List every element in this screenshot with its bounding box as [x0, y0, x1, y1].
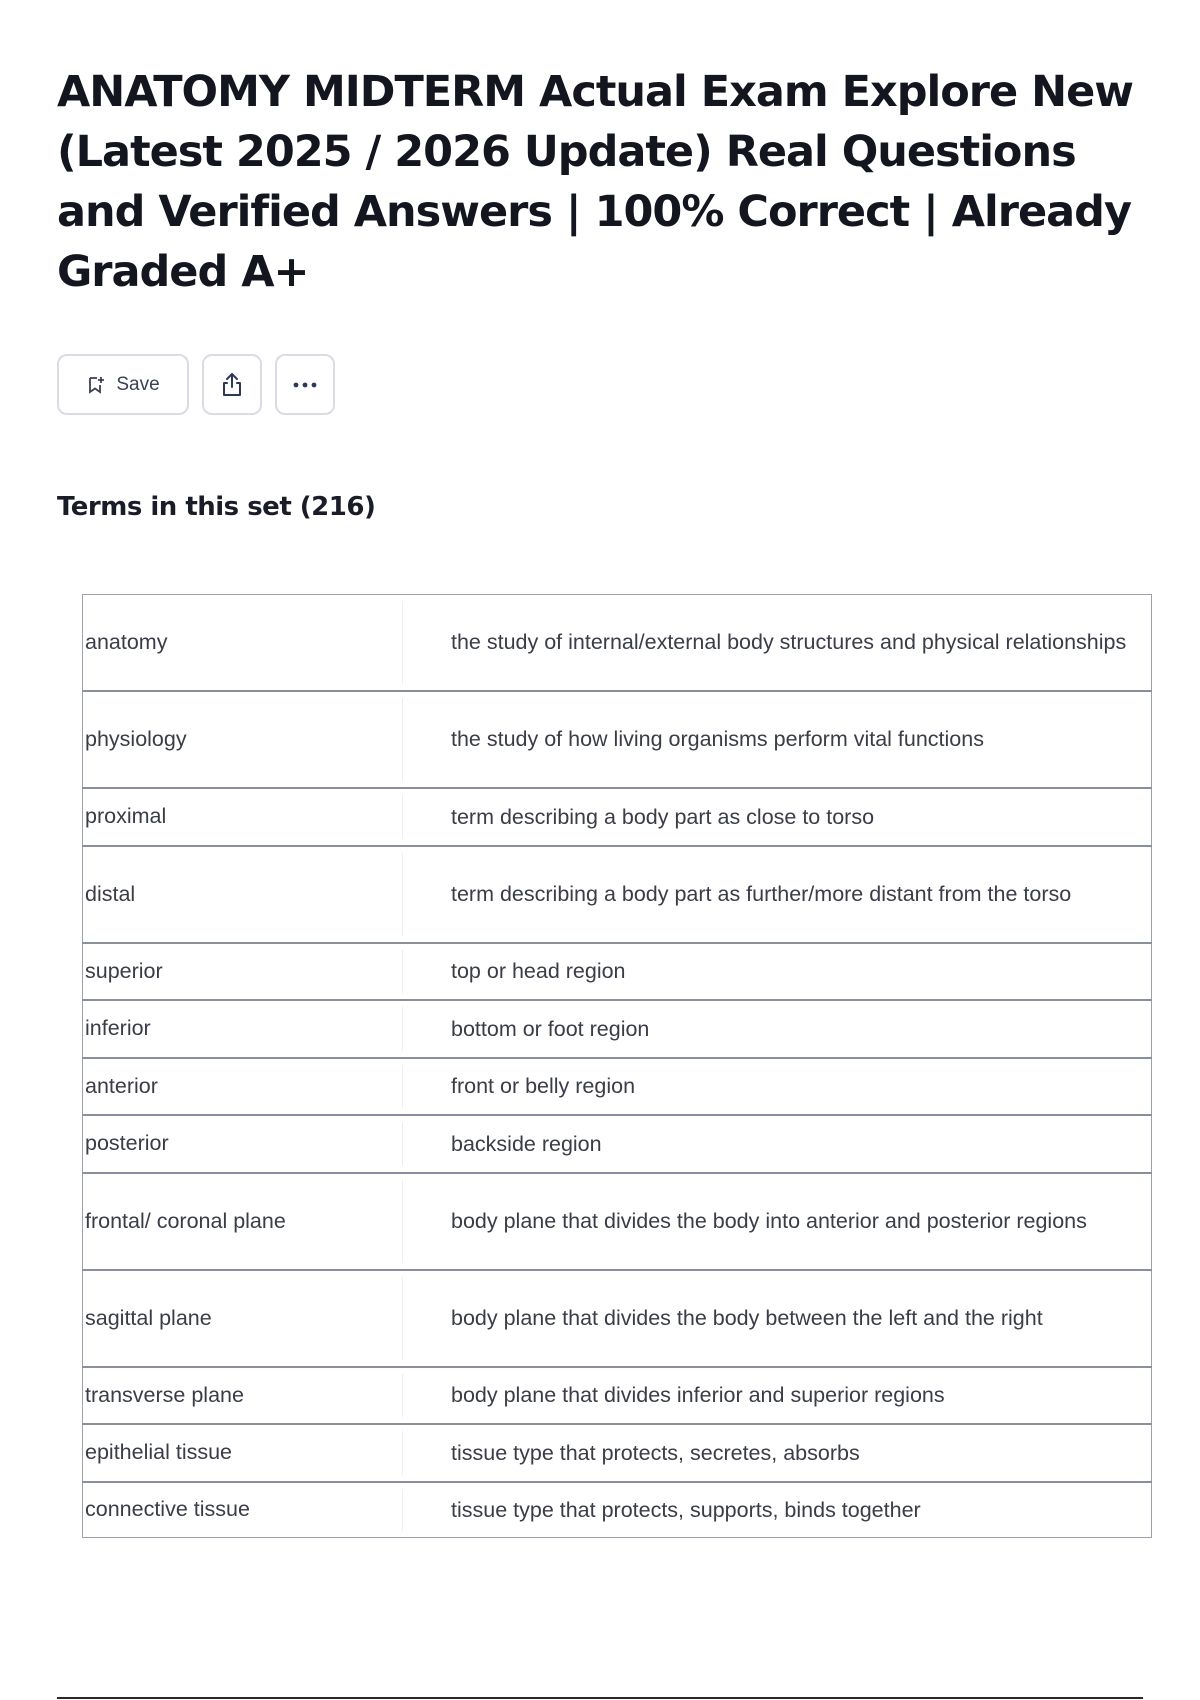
table-row: [83, 846, 1152, 943]
definition-cell: backside region: [403, 1115, 1152, 1173]
terms-heading: Terms in this set (216): [57, 492, 376, 522]
page-title: ANATOMY MIDTERM Actual Exam Explore New (Latest 2025 / 2026 Update) Real Questions and Verified Answers | 100% Correct | Already Graded A+: [57, 67, 1133, 297]
definition-cell: front or belly region: [403, 1058, 1152, 1115]
table-row: [83, 1482, 1152, 1538]
table-row: [83, 595, 1152, 691]
table-row: [83, 1424, 1152, 1482]
definition-cell: tissue type that protects, supports, binds together: [403, 1482, 1152, 1538]
term-cell: inferior: [83, 1000, 404, 1058]
table-row: [83, 788, 1152, 846]
action-toolbar: [57, 354, 335, 415]
term-cell: transverse plane: [83, 1367, 404, 1424]
table-row: [83, 1270, 1152, 1367]
definition-cell: the study of internal/external body structures and physical relationships: [451, 630, 1127, 655]
definition-cell: term describing a body part as close to torso: [403, 788, 1152, 846]
share-icon: [218, 371, 246, 399]
term-cell: physiology: [83, 691, 404, 788]
more-options-button[interactable]: [275, 354, 335, 415]
table-row: [83, 1000, 1152, 1058]
term-cell: connective tissue: [83, 1482, 404, 1538]
save-button[interactable]: [57, 354, 189, 415]
definition-cell: body plane that divides the body between the left and the right: [403, 1270, 1152, 1367]
footer-divider: [57, 1697, 1143, 1699]
save-bookmark-icon: [86, 375, 106, 395]
definition-cell: the study of how living organisms perform vital functions: [403, 691, 1152, 788]
table-row: [83, 943, 1152, 1000]
term-cell: posterior: [83, 1115, 404, 1173]
table-row: [83, 1058, 1152, 1115]
term-cell: epithelial tissue: [83, 1424, 404, 1482]
term-cell: sagittal plane: [83, 1270, 404, 1367]
term-cell: distal: [83, 846, 404, 943]
definition-cell: top or head region: [403, 943, 1152, 1000]
term-cell: proximal: [83, 788, 404, 846]
definition-cell: body plane that divides inferior and superior regions: [403, 1367, 1152, 1424]
term-cell: superior: [83, 943, 404, 1000]
terms-table: [82, 594, 1152, 1538]
term-cell: anterior: [83, 1058, 404, 1115]
term-cell: frontal/ coronal plane: [83, 1173, 404, 1270]
term-cell: anatomy: [83, 595, 404, 691]
table-row: [83, 1173, 1152, 1270]
table-row: [83, 691, 1152, 788]
save-button-label: Save: [116, 373, 160, 395]
definition-cell: tissue type that protects, secretes, absorbs: [403, 1424, 1152, 1482]
definition-cell: term describing a body part as further/more distant from the torso: [403, 846, 1152, 943]
table-row: [83, 1115, 1152, 1173]
table-row: [83, 1367, 1152, 1424]
definition-cell: body plane that divides the body into anterior and posterior regions: [403, 1173, 1152, 1270]
more-dots-icon: [291, 381, 319, 389]
definition-cell: bottom or foot region: [403, 1000, 1152, 1058]
share-button[interactable]: [202, 354, 262, 415]
